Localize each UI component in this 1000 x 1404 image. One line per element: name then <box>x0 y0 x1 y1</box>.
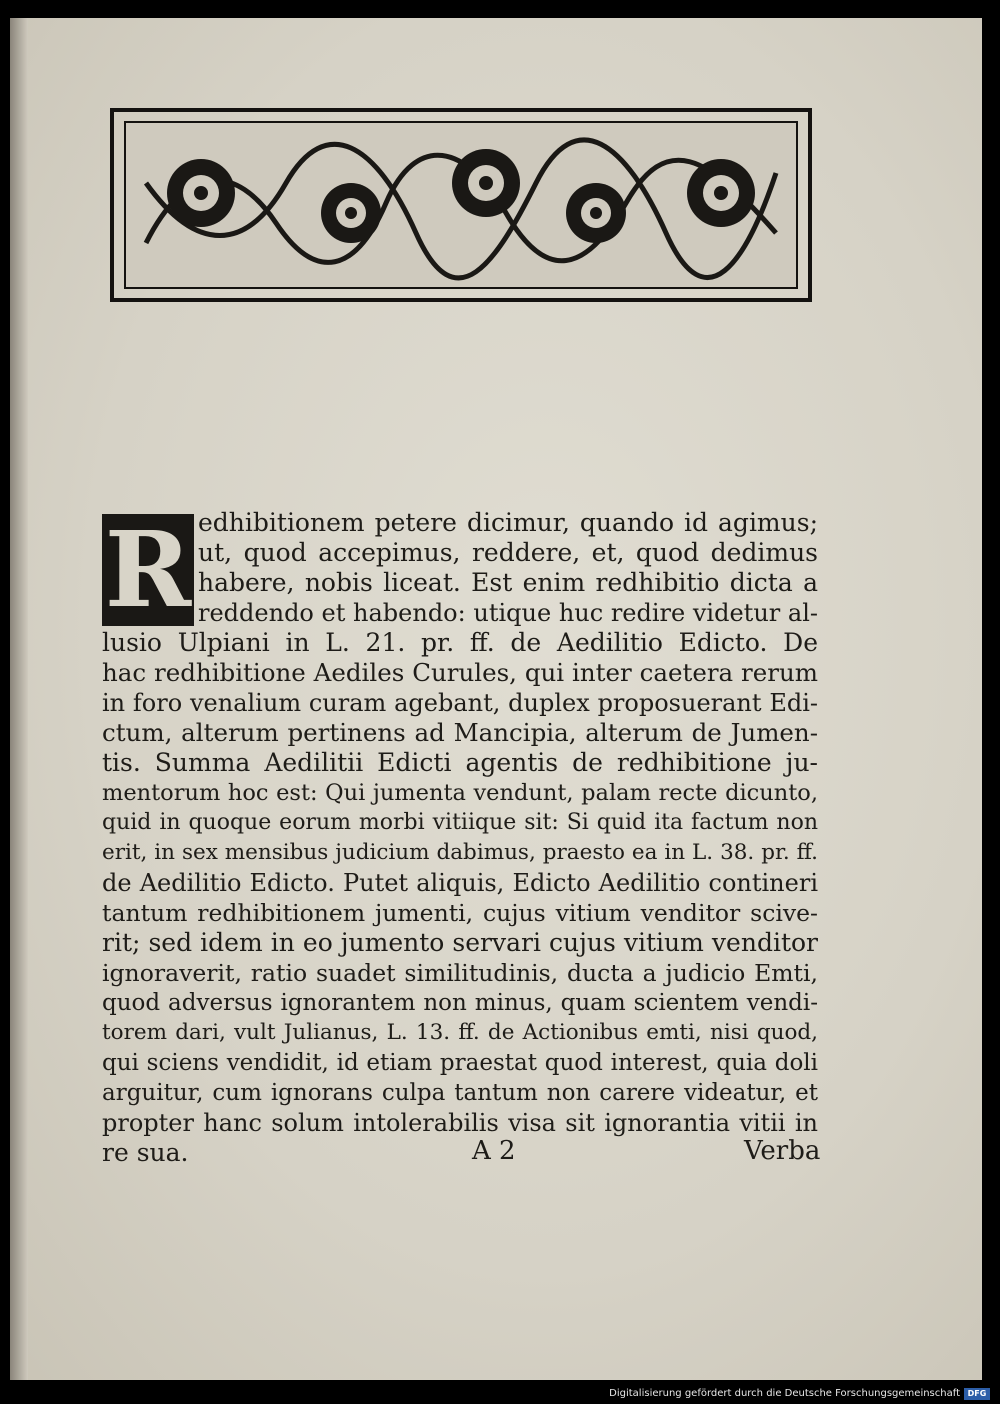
text-line: habere, nobis liceat. Est enim redhibitio dicta a <box>198 568 818 597</box>
initial-letter-r <box>102 508 194 631</box>
text-line: reddendo et habendo: utique huc redire videtur al- <box>198 599 818 627</box>
headpiece-ornament <box>110 108 812 302</box>
text-line: propter hanc solum intolerabilis visa sit ignorantia vitii in <box>102 1109 818 1137</box>
text-line: ut, quod accepimus, reddere, et, quod dedimus <box>198 538 818 567</box>
text-line: arguitur, cum ignorans culpa tantum non carere videatur, et <box>102 1080 818 1106</box>
text-line: rit; sed idem in eo jumento servari cujus vitium venditor <box>102 928 818 957</box>
text-line: torem dari, vult Julianus, L. 13. ff. de Actionibus emti, nisi quod, <box>102 1020 818 1045</box>
page-gutter <box>10 18 28 1380</box>
text-line: tantum redhibitionem jumenti, cujus vitium venditor scive- <box>102 899 818 927</box>
digitization-credit: Digitalisierung gefördert durch die Deutsche Forschungsgemeinschaft <box>609 1388 960 1399</box>
initial-letter-glyph: R <box>104 508 192 631</box>
text-line: mentorum hoc est: Qui jumenta vendunt, palam recte dicunto, <box>102 780 818 806</box>
text-line: de Aedilitio Edicto. Putet aliquis, Edicto Aedilitio contineri <box>102 869 818 897</box>
signature-mark: A 2 <box>472 1136 516 1166</box>
text-line: quod adversus ignorantem non minus, quam scientem vendi- <box>102 990 818 1016</box>
text-line: erit, in sex mensibus judicium dabimus, praesto ea in L. 38. pr. ff. <box>102 840 818 865</box>
book-page <box>10 18 982 1380</box>
text-line: edhibitionem petere dicimur, quando id agimus; <box>198 508 818 537</box>
body-text <box>102 508 821 1168</box>
catchword: Verba <box>744 1136 821 1166</box>
text-line: ctum, alterum pertinens ad Mancipia, alterum de Jumen- <box>102 718 818 747</box>
text-line: in foro venalium curam agebant, duplex proposuerant Edi- <box>102 689 818 717</box>
text-line: re sua. <box>102 1138 189 1167</box>
text-line: hac redhibitione Aediles Curules, qui inter caetera rerum <box>102 658 818 687</box>
dfg-logo: DFG <box>964 1388 990 1400</box>
text-line: qui sciens vendidit, id etiam praestat quod interest, quia doli <box>102 1050 818 1076</box>
floral-ornament-icon <box>126 123 796 287</box>
text-line: tis. Summa Aedilitii Edicti agentis de redhibitione ju- <box>102 748 818 777</box>
text-line: lusio Ulpiani in L. 21. pr. ff. de Aedilitio Edicto. De <box>102 628 818 657</box>
text-line: quid in quoque eorum morbi vitiique sit: Si quid ita factum non <box>102 810 818 835</box>
text-line: ignoraverit, ratio suadet similitudinis, ducta a judicio Emti, <box>102 959 818 987</box>
